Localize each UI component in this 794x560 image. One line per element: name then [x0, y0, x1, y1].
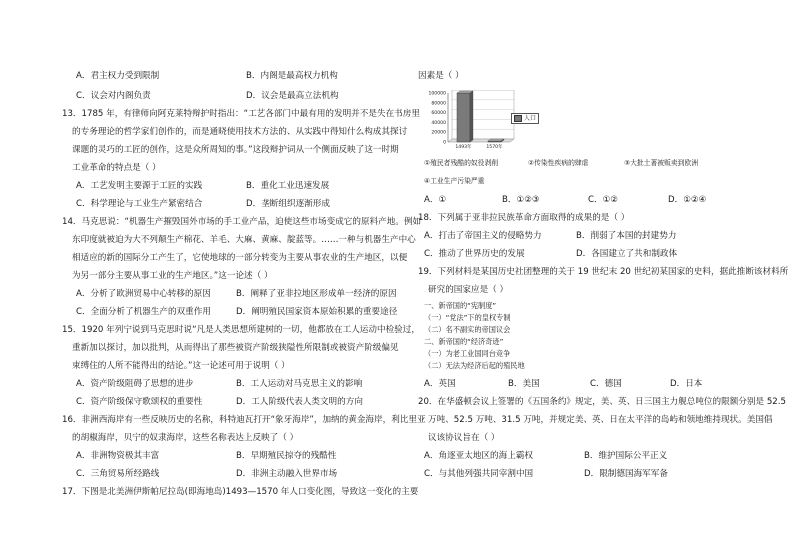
q19-material-4: 二、新帝国的“经济奇迹”	[424, 337, 504, 346]
q18-stem: 18．下列属于亚非拉民族革命方面取得的成果的是（ ）	[418, 213, 630, 223]
q18-option-b[interactable]: B．削弱了本国的封建势力	[576, 231, 677, 241]
q13-line-3: 课题的灵巧的工匠的创作，这是众所周知的事。”这段辩护词从一个侧面反映了这一时期	[72, 145, 399, 155]
y-tick-label: 0	[443, 140, 446, 146]
q14-option-c[interactable]: C．全面分析了机器生产的双重作用	[76, 307, 211, 317]
q17-item-1: ①殖民者残酷的奴役剥削	[424, 159, 499, 167]
q18-option-d[interactable]: D．各国建立了共和制政体	[576, 249, 678, 259]
q17-option-d[interactable]: D．①②④	[668, 195, 707, 205]
q19-line-1: 19．下列材料是某国历史社团整理的关于 19 世纪末 20 世纪初某国家的史料，据此推断该材料所	[418, 267, 789, 277]
q19-line-2: 研究的国家应是（ ）	[428, 285, 509, 295]
q16-option-a[interactable]: A．非洲物资极其丰富	[76, 451, 160, 461]
q17-option-b[interactable]: B．①②③	[502, 195, 540, 205]
q13-option-d[interactable]: D．垄断组织逐渐形成	[246, 199, 330, 209]
y-tick-label: 80000	[431, 101, 446, 107]
q19-option-a[interactable]: A．英国	[424, 379, 456, 389]
q12-option-b[interactable]: B．内阁是最高权力机构	[246, 71, 338, 81]
q12-option-d[interactable]: D．议会是最高立法机构	[246, 91, 339, 101]
q20-option-a[interactable]: A．角逐亚太地区的海上霸权	[424, 451, 534, 461]
q16-option-c[interactable]: C．三角贸易所经路线	[76, 469, 160, 479]
q19-option-b[interactable]: B．美国	[508, 379, 540, 389]
q15-option-a[interactable]: A．资产阶级阻碍了思想的进步	[76, 379, 194, 389]
q19-option-d[interactable]: D．日本	[670, 379, 703, 389]
q14-line-4: 为另一部分主要从事工业的生产地区。”这一论述（ ）	[72, 271, 273, 281]
q17-option-a[interactable]: A．①	[424, 195, 447, 205]
q13-option-a[interactable]: A．工艺发明主要源于工匠的实践	[76, 181, 203, 191]
q13-line-4: 工业革命的特点是（ ）	[72, 163, 161, 173]
q19-material-5: （一）为老工业国同台竞争	[424, 349, 511, 358]
q15-line-2: 重新加以探讨，加以批判，从而得出了那些被资产阶级狭隘性所限制或被资产阶级偏见	[72, 343, 399, 353]
y-tick-label: 20000	[431, 130, 446, 136]
q12-option-a[interactable]: A．君主权力受到限制	[76, 71, 160, 81]
q15-option-c[interactable]: C．资产阶级保守歌颂权的重要性	[76, 397, 203, 407]
q20-option-c[interactable]: C．与其他列强共同宰割中国	[424, 469, 534, 479]
q18-option-c[interactable]: C．推动了世界历史的发展	[424, 249, 525, 259]
y-tick-label: 100000	[428, 91, 446, 97]
q17-option-c[interactable]: C．①②	[588, 195, 619, 205]
q12-option-c[interactable]: C．议会对内阁负责	[76, 91, 151, 101]
q20-line-2: 万吨、52.5 万吨、31.5 万吨，并规定美、英、日在太平洋的岛屿和领地维持现状。美国倡	[428, 415, 773, 425]
q14-option-d[interactable]: D．阐明殖民国家资本原始积累的重要途径	[236, 307, 398, 317]
x-tick-label: 1570年	[486, 145, 503, 150]
q20-line-3: 议该协议旨在（ ）	[428, 433, 500, 443]
q13-option-b[interactable]: B．重化工业迅速发展	[246, 181, 330, 191]
q13-line-1: 13．1785 年，有律师向阿克莱特辩护时指出：“工艺各部门中最有用的发明并不是失在书房里	[62, 109, 420, 119]
q15-line-1: 15．1920 年列宁说到马克思时说“凡是人类思想所建树的一切，他都放在工人运动中检验过，	[62, 325, 420, 335]
q20-line-1: 20．在华盛顿会议上签署的《五国条约》规定，美、英、日三国主力舰总吨位的限额分别是 52.5	[418, 397, 786, 407]
q15-option-d[interactable]: D．工人阶级代表人类文明的方向	[236, 397, 363, 407]
q20-option-d[interactable]: D．限制德国海军军备	[584, 469, 668, 479]
q16-line-2: 的胡椒海岸，贝宁的奴隶海岸，这些名称表达上反映了（ ）	[72, 433, 299, 443]
q19-option-c[interactable]: C．德国	[590, 379, 622, 389]
q17-item-4: ④工业生产污染严重	[424, 177, 485, 185]
q14-option-b[interactable]: B．阐释了亚非拉地区形成单一经济的原因	[236, 289, 397, 299]
y-tick-label: 40000	[431, 120, 446, 126]
x-tick-label: 1493年	[455, 145, 472, 150]
q20-option-b[interactable]: B．维护国际公平正义	[584, 451, 668, 461]
y-tick-label: 60000	[431, 111, 446, 117]
chart-legend	[511, 113, 539, 124]
q17-item-2: ②传染性疾病的肆虐	[528, 159, 589, 167]
q15-option-b[interactable]: B．工人运动对马克思主义的影响	[236, 379, 363, 389]
q16-line-1: 16．非洲西海岸有一些反映历史的名称，科特迪瓦打开“象牙海岸”，加纳的黄金海岸，利比里亚	[62, 415, 426, 425]
q14-line-1: 14．马克思说：“机器生产摧毁国外市场的手工业产品，迫使这些市场变成它的原料产地。例如	[62, 217, 422, 227]
q19-material-6: （二）无法为经济后起的殖民地	[424, 361, 525, 370]
q14-option-a[interactable]: A．分析了欧洲贸易中心转移的原因	[76, 289, 211, 299]
q13-option-c[interactable]: C．科学理论与工业生产紧密结合	[76, 199, 203, 209]
bar-side-1	[470, 91, 473, 142]
q14-line-2: 东印度就被迫为大不列颠生产棉花、羊毛、大麻、黄麻、靛蓝等。……一种与机器生产中心	[72, 235, 416, 245]
q16-option-b[interactable]: B．早期殖民掠夺的残酷性	[236, 451, 337, 461]
legend-swatch	[514, 115, 522, 122]
q14-line-3: 相适应的新的国际分工产生了，它使地球的一部分转变为主要从事农业的生产地区，以便	[72, 253, 408, 263]
q19-material-1: 一、新帝国的“宪制度”	[424, 301, 497, 310]
q15-line-3: 束缚住的人所不能得出的结论。”这一论述可用于说明（ ）	[72, 361, 290, 371]
q19-material-2: （一）“党法”下的皇权专制	[424, 313, 511, 322]
legend-label: 人口	[524, 115, 537, 122]
q19-material-3: （二）名不副实的帝国议会	[424, 325, 511, 334]
bar-1	[457, 93, 470, 142]
q16-option-d[interactable]: D．非洲主动融入世界市场	[236, 469, 338, 479]
q17-item-3: ③大批土著被贩卖到欧洲	[624, 159, 699, 167]
q18-option-a[interactable]: A．打击了帝国主义的侵略势力	[424, 231, 542, 241]
q17-stem: 17．下图是北美洲伊斯帕尼拉岛(即海地岛)1493—1570 年人口变化图，导致这一变化的主要	[62, 487, 419, 497]
q13-line-2: 的专务理论的哲学家们创作的，而是通晓使用技术方法的、从实践中得知什么构成其探讨	[72, 127, 408, 137]
q17-stem-continued: 因素是（ ）	[418, 71, 464, 81]
